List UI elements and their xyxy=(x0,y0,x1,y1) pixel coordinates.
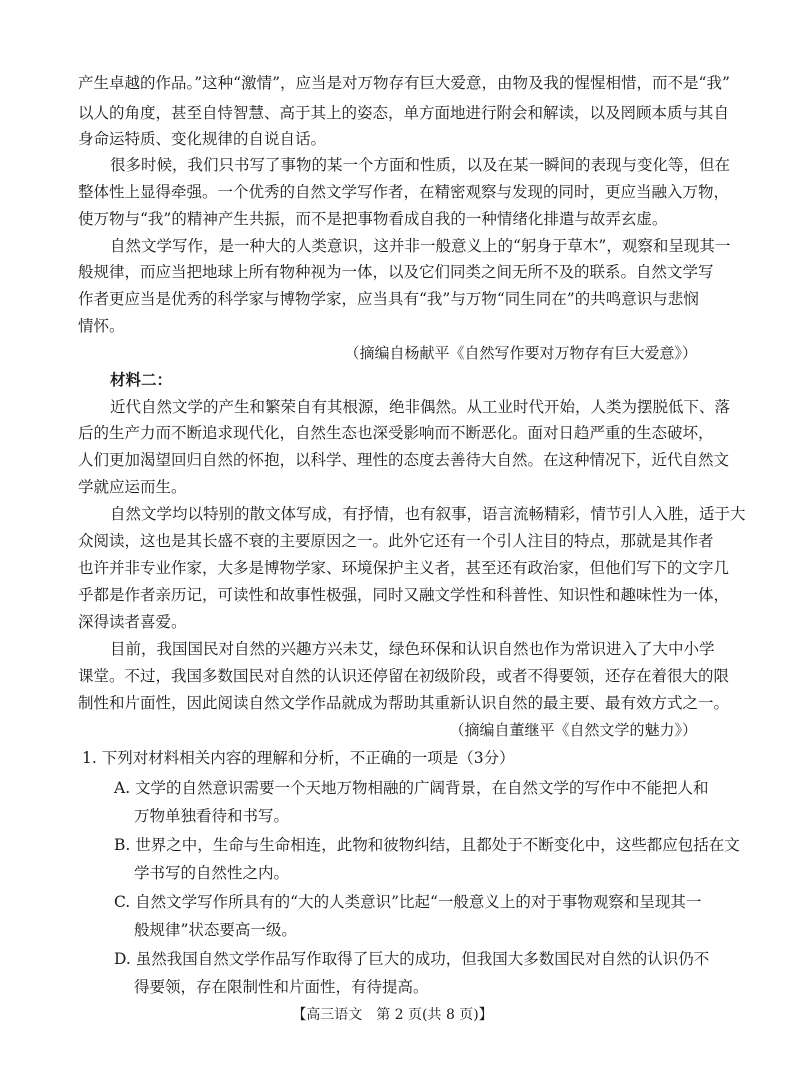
paragraph-line: 近代自然文学的产生和繁荣自有其根源，绝非偶然。从工业时代开始，人类为摆脱低下、落 xyxy=(110,398,731,416)
paragraph-line: 目前，我国国民对自然的兴趣方兴未艾，绿色环保和认识自然也作为常识进入了大中小学 xyxy=(110,640,715,658)
paragraph-line: 作者更应当是优秀的科学家与博物学家，应当具有“我”与万物“同生同在”的共鸣意识与悲悯 xyxy=(78,290,699,308)
question-stem: 1. 下列对材料相关内容的理解和分析，不正确的一项是（3分） xyxy=(82,749,515,767)
paragraph-line: 般规律，而应当把地球上所有物种视为一体，以及它们同类之间无所不及的联系。自然文学写 xyxy=(78,263,714,281)
option-d: D. 虽然我国自然文学作品写作取得了巨大的成功，但我国大多数国民对自然的认识仍不 xyxy=(114,950,710,968)
paragraph-line: 整体性上显得牵强。一个优秀的自然文学写作者，在精密观察与发现的同时，更应当融入万物， xyxy=(78,183,730,201)
source-attribution: （摘编自董继平《自然文学的魅力》） xyxy=(449,721,697,739)
paragraph-line: 众阅读，这也是其长盛不衰的主要原因之一。此外它还有一个引人注目的特点，那就是其作者 xyxy=(78,532,714,550)
paragraph-line: 自然文学写作，是一种大的人类意识，这并非一般意义上的“躬身于草木”，观察和呈现其一 xyxy=(110,237,731,255)
paragraph-line: 产生卓越的作品。”这种“激情”，应当是对万物存有巨大爱意，由物及我的惺惺相惜，而不是“我” xyxy=(78,74,730,92)
paragraph-line: 制性和片面性，因此阅读自然文学作品就成为帮助其重新认识自然的最主要、最有效方式之一。 xyxy=(78,694,730,712)
paragraph-line: 自然文学均以特别的散文体写成，有抒情，也有叙事，语言流畅精彩，情节引人入胜，适于大 xyxy=(110,505,746,523)
source-attribution: （摘编自杨献平《自然写作要对万物存有巨大爱意》） xyxy=(344,344,697,362)
option-c-cont: 般规律”状态要高一级。 xyxy=(134,921,297,939)
option-d-cont: 得要领，存在限制性和片面性，有待提高。 xyxy=(134,978,429,996)
paragraph-line: 使万物与“我”的精神产生共振，而不是把事物看成自我的一种情绪化排遣与故弄玄虚。 xyxy=(78,210,668,228)
paragraph-line: 也许并非专业作家，大多是博物学家、环境保护主义者，甚至还有政治家，但他们写下的文字几 xyxy=(78,559,730,577)
paragraph-line: 以人的角度，甚至自恃智慧、高于其上的姿态，单方面地进行附会和解读，以及罔顾本质与其自 xyxy=(78,104,730,122)
paragraph-line: 人们更加渴望回归自然的怀抱，以科学、理性的态度去善待大自然。在这种情况下，近代自然文 xyxy=(78,451,730,469)
page-footer: 【高三语文 第 2 页(共 8 页)】 xyxy=(292,1007,493,1023)
option-a-cont: 万物单独看待和书写。 xyxy=(134,807,290,825)
paragraph-line: 深得读者喜爱。 xyxy=(78,613,187,631)
paragraph-line: 身命运特质、变化规律的自说自话。 xyxy=(78,130,327,148)
option-a: A. 文学的自然意识需要一个天地万物相融的广阔背景，在自然文学的写作中不能把人和 xyxy=(114,779,709,797)
paragraph-line: 情怀。 xyxy=(78,317,125,335)
paragraph-line: 课堂。不过，我国多数国民对自然的认识还停留在初级阶段，或者不得要领，还存在着很大的限 xyxy=(78,667,730,685)
paragraph-line: 很多时候，我们只书写了事物的某一个方面和性质，以及在某一瞬间的表现与变化等，但在 xyxy=(110,156,731,174)
option-b-cont: 学书写的自然性之内。 xyxy=(134,864,290,882)
option-c: C. 自然文学写作所具有的“大的人类意识”比起“一般意义上的对于事物观察和呈现其一 xyxy=(114,893,702,911)
paragraph-line: 乎都是作者亲历记，可读性和故事性极强，同时又融文学性和科普性、知识性和趣味性为一体， xyxy=(78,586,730,604)
paragraph-line: 学就应运而生。 xyxy=(78,478,187,496)
paragraph-line: 后的生产力而不断追求现代化，自然生态也深受影响而不断恶化。面对日趋严重的生态破坏， xyxy=(78,424,714,442)
section-heading: 材料二： xyxy=(110,370,173,389)
option-b: B. 世界之中，生命与生命相连，此物和彼物纠结，且都处于不断变化中，这些都应包括在文 xyxy=(114,836,740,854)
